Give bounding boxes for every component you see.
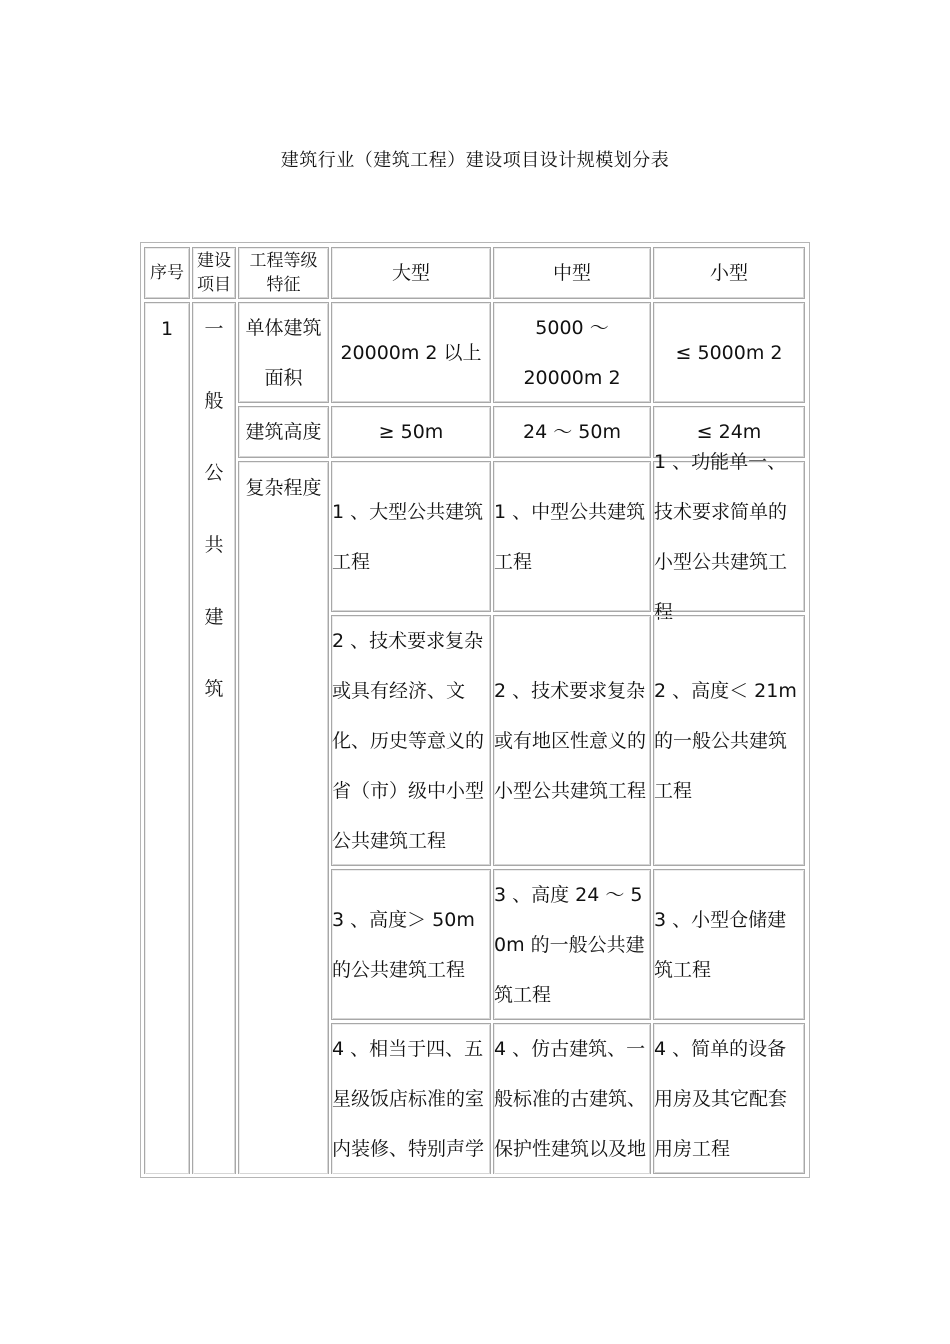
area-small-text: ≤ 5000m 2 bbox=[675, 341, 783, 364]
area-label bbox=[238, 302, 329, 403]
header-feature bbox=[238, 247, 329, 299]
header-large-text: 大型 bbox=[391, 262, 430, 284]
header-medium-text: 中型 bbox=[552, 262, 591, 284]
complexity-3-small-text: 3 、小型仓储建筑工程 bbox=[654, 908, 787, 981]
header-no bbox=[144, 247, 190, 299]
height-large bbox=[331, 406, 491, 458]
header-small-text: 小型 bbox=[709, 262, 748, 284]
height-medium-text: 24 ～ 50m bbox=[523, 421, 621, 443]
complexity-1-medium-text: 1 、中型公共建筑工程 bbox=[494, 500, 646, 573]
header-small bbox=[653, 247, 805, 299]
project-char: 公 bbox=[204, 462, 224, 484]
complexity-2-small-text: 2 、高度＜ 21m 的一般公共建筑工程 bbox=[654, 679, 797, 802]
height-large-text: ≥ 50m bbox=[378, 421, 444, 443]
project-char: 一 bbox=[204, 318, 224, 340]
height-small-text: ≤ 24m bbox=[696, 421, 762, 443]
complexity-3-small bbox=[653, 869, 805, 1020]
header-project bbox=[192, 247, 236, 299]
area-small bbox=[653, 302, 805, 403]
complexity-2-medium-text: 2 、技术要求复杂或有地区性意义的小型公共建筑工程 bbox=[494, 679, 647, 802]
complexity-3-large bbox=[331, 869, 491, 1020]
complexity-label bbox=[238, 461, 329, 1174]
row-no-cell bbox=[144, 302, 190, 1174]
header-medium bbox=[493, 247, 651, 299]
header-feature-text: 工程等级特征 bbox=[249, 251, 318, 295]
complexity-1-medium bbox=[493, 461, 651, 612]
complexity-4-medium-text: 4 、仿古建筑、一般标准的古建筑、保护性建筑以及地 bbox=[494, 1038, 647, 1160]
complexity-1-large-text: 1 、大型公共建筑工程 bbox=[332, 500, 484, 573]
complexity-3-medium bbox=[493, 869, 651, 1020]
complexity-4-medium bbox=[493, 1023, 651, 1174]
height-medium bbox=[493, 406, 651, 458]
row-no: 1 bbox=[160, 318, 174, 340]
area-medium bbox=[493, 302, 651, 403]
area-label-text: 单体建筑面积 bbox=[245, 316, 322, 389]
header-no-text: 序号 bbox=[150, 263, 184, 283]
complexity-4-large bbox=[331, 1023, 491, 1174]
area-medium-text: 5000 ～ 20000m 2 bbox=[523, 316, 621, 389]
header-project-text: 建设项目 bbox=[197, 251, 231, 295]
complexity-4-small bbox=[653, 1023, 805, 1174]
complexity-2-small bbox=[653, 615, 805, 866]
project-char: 筑 bbox=[204, 678, 224, 700]
project-char: 共 bbox=[204, 534, 224, 556]
height-label-text: 建筑高度 bbox=[245, 421, 322, 443]
page-title: 建筑行业（建筑工程）建设项目设计规模划分表 bbox=[280, 150, 670, 171]
area-large bbox=[331, 302, 491, 403]
complexity-label-text: 复杂程度 bbox=[245, 477, 322, 499]
complexity-1-large bbox=[331, 461, 491, 612]
area-large-text: 20000m 2 以上 bbox=[340, 341, 482, 364]
complexity-1-small bbox=[653, 450, 805, 623]
complexity-2-large-text: 2 、技术要求复杂或具有经济、文化、历史等意义的省（市）级中小型公共建筑工程 bbox=[332, 629, 485, 852]
complexity-2-medium bbox=[493, 615, 651, 866]
header-large bbox=[331, 247, 491, 299]
complexity-3-medium-text: 3 、高度 24 ～ 50m 的一般公共建筑工程 bbox=[494, 883, 645, 1006]
complexity-2-large bbox=[331, 615, 491, 866]
project-name-cell bbox=[192, 302, 236, 1174]
complexity-1-small-text: 1 、功能单一、技术要求简单的小型公共建筑工程 bbox=[654, 450, 788, 623]
height-label bbox=[238, 406, 329, 458]
complexity-3-large-text: 3 、高度＞ 50m 的公共建筑工程 bbox=[332, 908, 475, 981]
project-char: 般 bbox=[204, 390, 224, 412]
complexity-4-small-text: 4 、简单的设备用房及其它配套用房工程 bbox=[654, 1038, 788, 1160]
project-char: 建 bbox=[204, 606, 224, 628]
complexity-4-large-text: 4 、相当于四、五星级饭店标准的室内装修、特别声学 bbox=[332, 1038, 485, 1160]
